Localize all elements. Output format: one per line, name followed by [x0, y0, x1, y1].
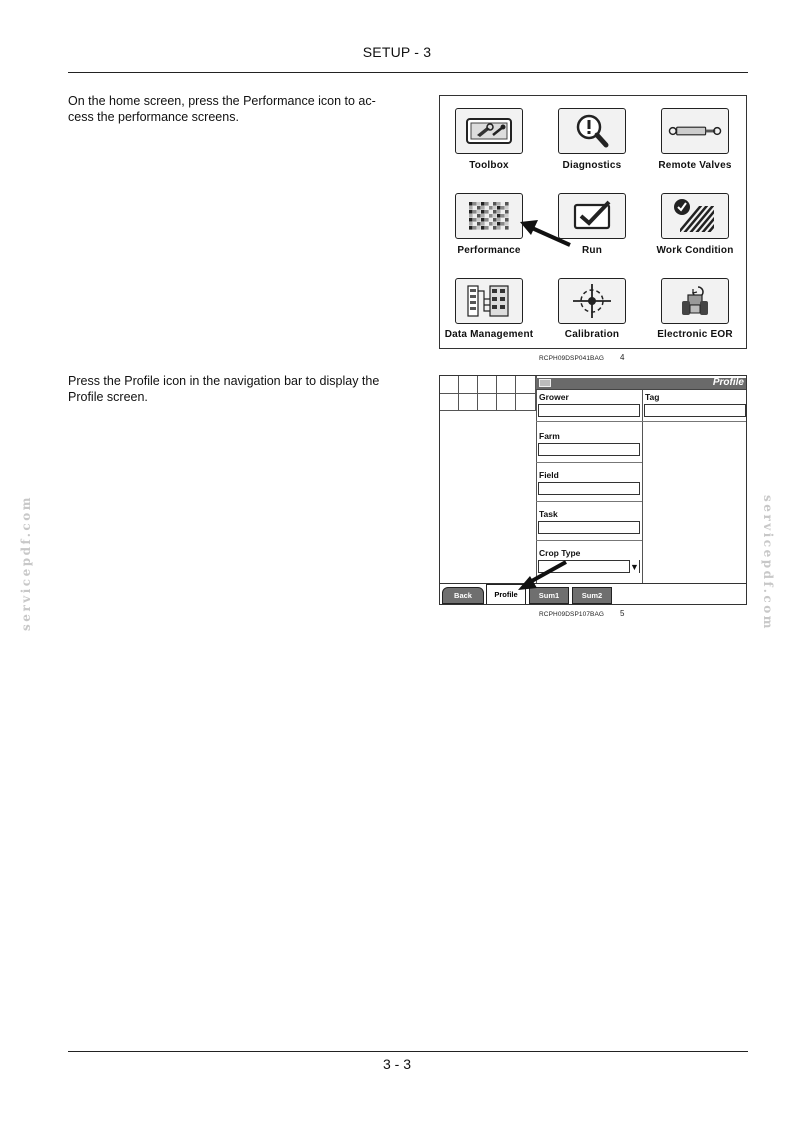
remote-valves-button[interactable]: [661, 108, 729, 154]
remote-valves-label: Remote Valves: [658, 160, 732, 171]
navigation-bar: [440, 583, 747, 605]
figure-5-number: 5: [620, 609, 625, 618]
task-label: Task: [539, 509, 558, 519]
electronic-eor-button[interactable]: [661, 278, 729, 324]
instruction-paragraph-2: [68, 373, 410, 405]
row-divider: [536, 421, 747, 422]
hydraulic-cylinder-icon: [668, 114, 722, 148]
toolbox-icon: [462, 114, 516, 148]
data-management-button[interactable]: [455, 278, 523, 324]
performance-button[interactable]: [455, 193, 523, 239]
nav-cell[interactable]: [497, 376, 516, 394]
checkbox-icon: [565, 199, 619, 233]
profile-tab[interactable]: Profile: [486, 584, 526, 604]
sum1-tab[interactable]: Sum1: [529, 587, 569, 604]
instruction-line: On the home screen, press the Performance icon to ac-: [68, 94, 376, 108]
field-field[interactable]: [538, 482, 640, 495]
crop-type-label: Crop Type: [539, 548, 581, 558]
chevron-down-icon: ▼: [630, 561, 639, 572]
grower-label: Grower: [539, 392, 569, 402]
field-label: Field: [539, 470, 559, 480]
tag-field[interactable]: [644, 404, 746, 417]
grid-chart-icon: [462, 199, 516, 233]
toolbox-label: Toolbox: [469, 160, 509, 171]
nav-cell[interactable]: [440, 376, 459, 394]
screen-icon: [539, 379, 551, 387]
run-label: Run: [581, 245, 603, 256]
figure-4-caption: RCPH09DSP041BAG: [539, 355, 605, 362]
page-header: SETUP - 3: [362, 44, 432, 60]
farm-label: Farm: [539, 431, 560, 441]
home-screen-figure: [439, 95, 747, 349]
column-divider: [642, 389, 643, 583]
magnifier-exclamation-icon: [565, 114, 619, 148]
page-number: 3 - 3: [382, 1056, 411, 1072]
electronic-eor-label: Electronic EOR: [657, 329, 733, 340]
performance-label: Performance: [457, 245, 521, 256]
instruction-line: cess the performance screens.: [68, 110, 239, 124]
nav-cell[interactable]: [516, 376, 536, 394]
diagnostics-button[interactable]: [558, 108, 626, 154]
grower-field[interactable]: [538, 404, 640, 417]
sum2-tab[interactable]: Sum2: [572, 587, 612, 604]
figure-4-number: 4: [620, 353, 625, 362]
figure-5-caption: RCPH09DSP107BAG: [539, 611, 605, 618]
footer-rule: [68, 1051, 748, 1052]
watermark-left: servicepdf.com: [19, 495, 33, 631]
task-field[interactable]: [538, 521, 640, 534]
farm-field[interactable]: [538, 443, 640, 456]
work-condition-button[interactable]: [661, 193, 729, 239]
profile-screen-figure: [439, 375, 747, 605]
hatched-check-icon: [668, 199, 722, 233]
header-rule: [68, 72, 748, 73]
tag-label: Tag: [645, 392, 660, 402]
work-condition-label: Work Condition: [656, 245, 734, 256]
diagnostics-label: Diagnostics: [562, 160, 622, 171]
calibration-label: Calibration: [564, 329, 620, 340]
crop-type-dropdown[interactable]: [538, 560, 640, 573]
data-tree-icon: [462, 284, 516, 318]
row-divider: [536, 501, 642, 502]
toolbox-button[interactable]: [455, 108, 523, 154]
watermark-right: servicepdf.com: [761, 495, 775, 631]
crosshair-icon: [565, 284, 619, 318]
row-divider: [536, 540, 642, 541]
run-button[interactable]: [558, 193, 626, 239]
data-management-label: Data Management: [444, 329, 534, 340]
instruction-line: Press the Profile icon in the navigation bar to display the: [68, 374, 380, 388]
pane-divider: [536, 376, 537, 583]
instruction-paragraph-1: [68, 93, 410, 125]
tractor-rear-icon: [668, 284, 722, 318]
screen-title: Profile: [712, 377, 744, 388]
title-bar: [536, 378, 747, 390]
navigation-grid: [440, 376, 536, 411]
nav-cell[interactable]: [478, 394, 497, 411]
instruction-line: Profile screen.: [68, 390, 148, 404]
nav-cell[interactable]: [440, 394, 459, 411]
calibration-button[interactable]: [558, 278, 626, 324]
row-divider: [536, 462, 642, 463]
nav-cell[interactable]: [516, 394, 536, 411]
back-tab[interactable]: Back: [442, 587, 484, 604]
nav-cell[interactable]: [478, 376, 497, 394]
nav-cell[interactable]: [459, 394, 478, 411]
nav-cell[interactable]: [459, 376, 478, 394]
nav-cell[interactable]: [497, 394, 516, 411]
